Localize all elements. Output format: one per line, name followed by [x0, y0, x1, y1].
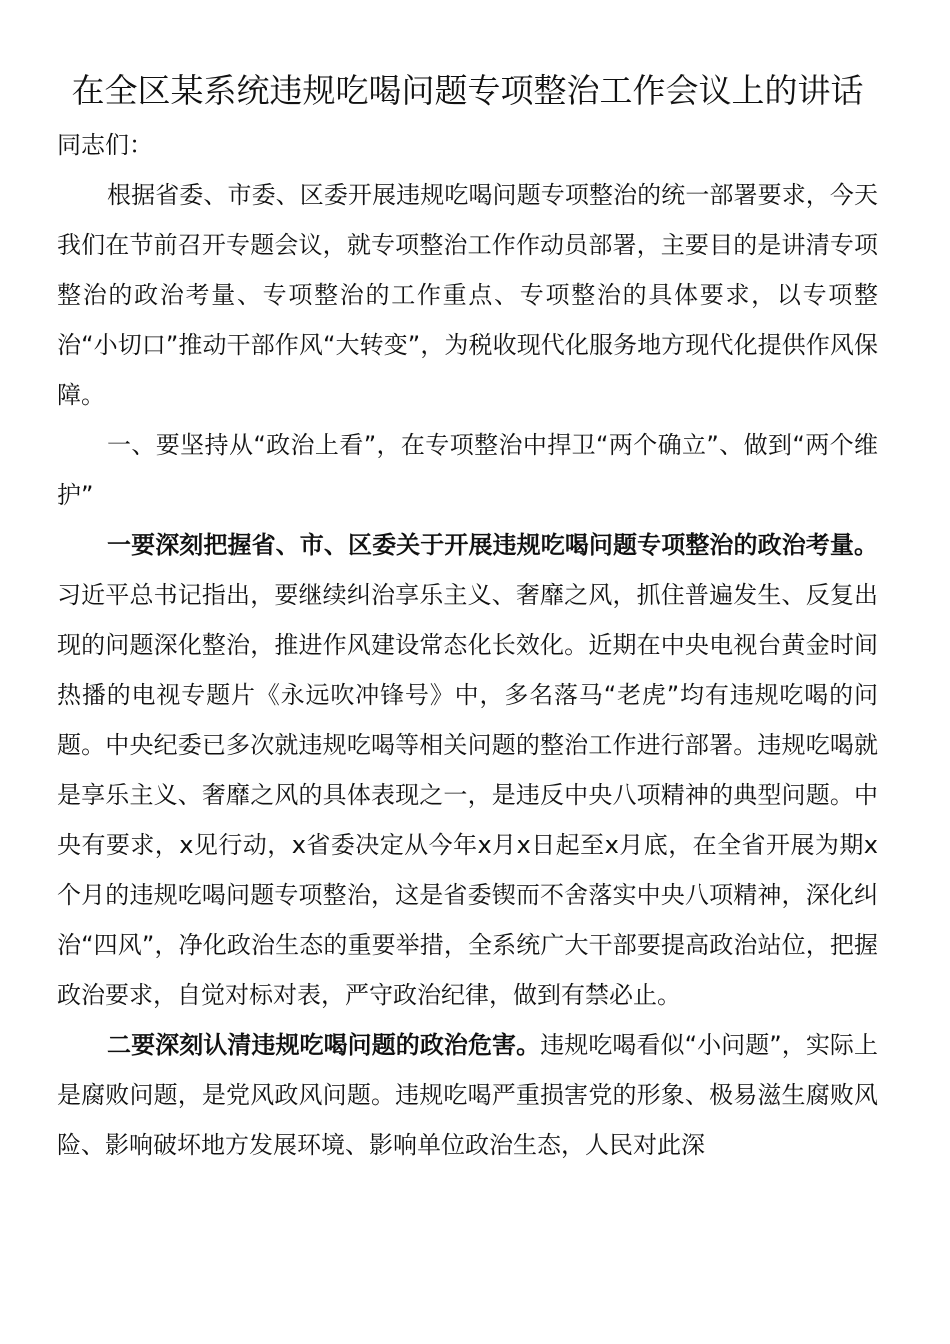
section-heading-1-text: 一、要坚持从“政治上看”，在专项整治中捍卫“两个确立”、做到“两个维护”	[57, 431, 878, 509]
paragraph-point-2-text: 违规吃喝看似“小问题”，实际上是腐败问题，是党风政风问题。违规吃喝严重损害党的形象、极易滋生腐败风险、影响破坏地方发展环境、影响单位政治生态，人民对此深	[57, 1031, 878, 1159]
paragraph-point-1	[57, 520, 878, 1020]
salutation: 同志们：	[57, 131, 153, 159]
section-heading-1	[57, 420, 878, 520]
paragraph-point-2	[57, 1020, 878, 1170]
paragraph-point-1-lead: 一要深刻把握省、市、区委关于开展违规吃喝问题专项整治的政治考量。	[107, 531, 878, 559]
paragraph-intro-text: 根据省委、市委、区委开展违规吃喝问题专项整治的统一部署要求，今天我们在节前召开专题会议，就专项整治工作作动员部署，主要目的是讲清专项整治的政治考量、专项整治的工作重点、专项整治的具体要求，以专项整治“小切口”推动干部作风“大转变”，为税收现代化服务地方现代化提供作风保障。	[57, 181, 878, 409]
paragraph-point-2-lead: 二要深刻认清违规吃喝问题的政治危害。	[107, 1031, 541, 1059]
paragraph-point-1-text: 习近平总书记指出，要继续纠治享乐主义、奢靡之风，抓住普遍发生、反复出现的问题深化整治，推进作风建设常态化长效化。近期在中央电视台黄金时间热播的电视专题片《永远吹冲锋号》中，多名落马“老虎”均有违规吃喝的问题。中央纪委已多次就违规吃喝等相关问题的整治工作进行部署。违规吃喝就是享乐主义、奢靡之风的具体表现之一，是违反中央八项精神的典型问题。中央有要求，x见行动，x省委决定从今年x月x日起至x月底，在全省开展为期x个月的违规吃喝问题专项整治，这是省委锲而不舍落实中央八项精神，深化纠治“四风”，净化政治生态的重要举措，全系统广大干部要提高政治站位，把握政治要求，自觉对标对表，严守政治纪律，做到有禁必止。	[57, 581, 878, 1009]
document-title: 在全区某系统违规吃喝问题专项整治工作会议上的讲话	[71, 71, 864, 110]
paragraph-intro	[57, 170, 878, 420]
